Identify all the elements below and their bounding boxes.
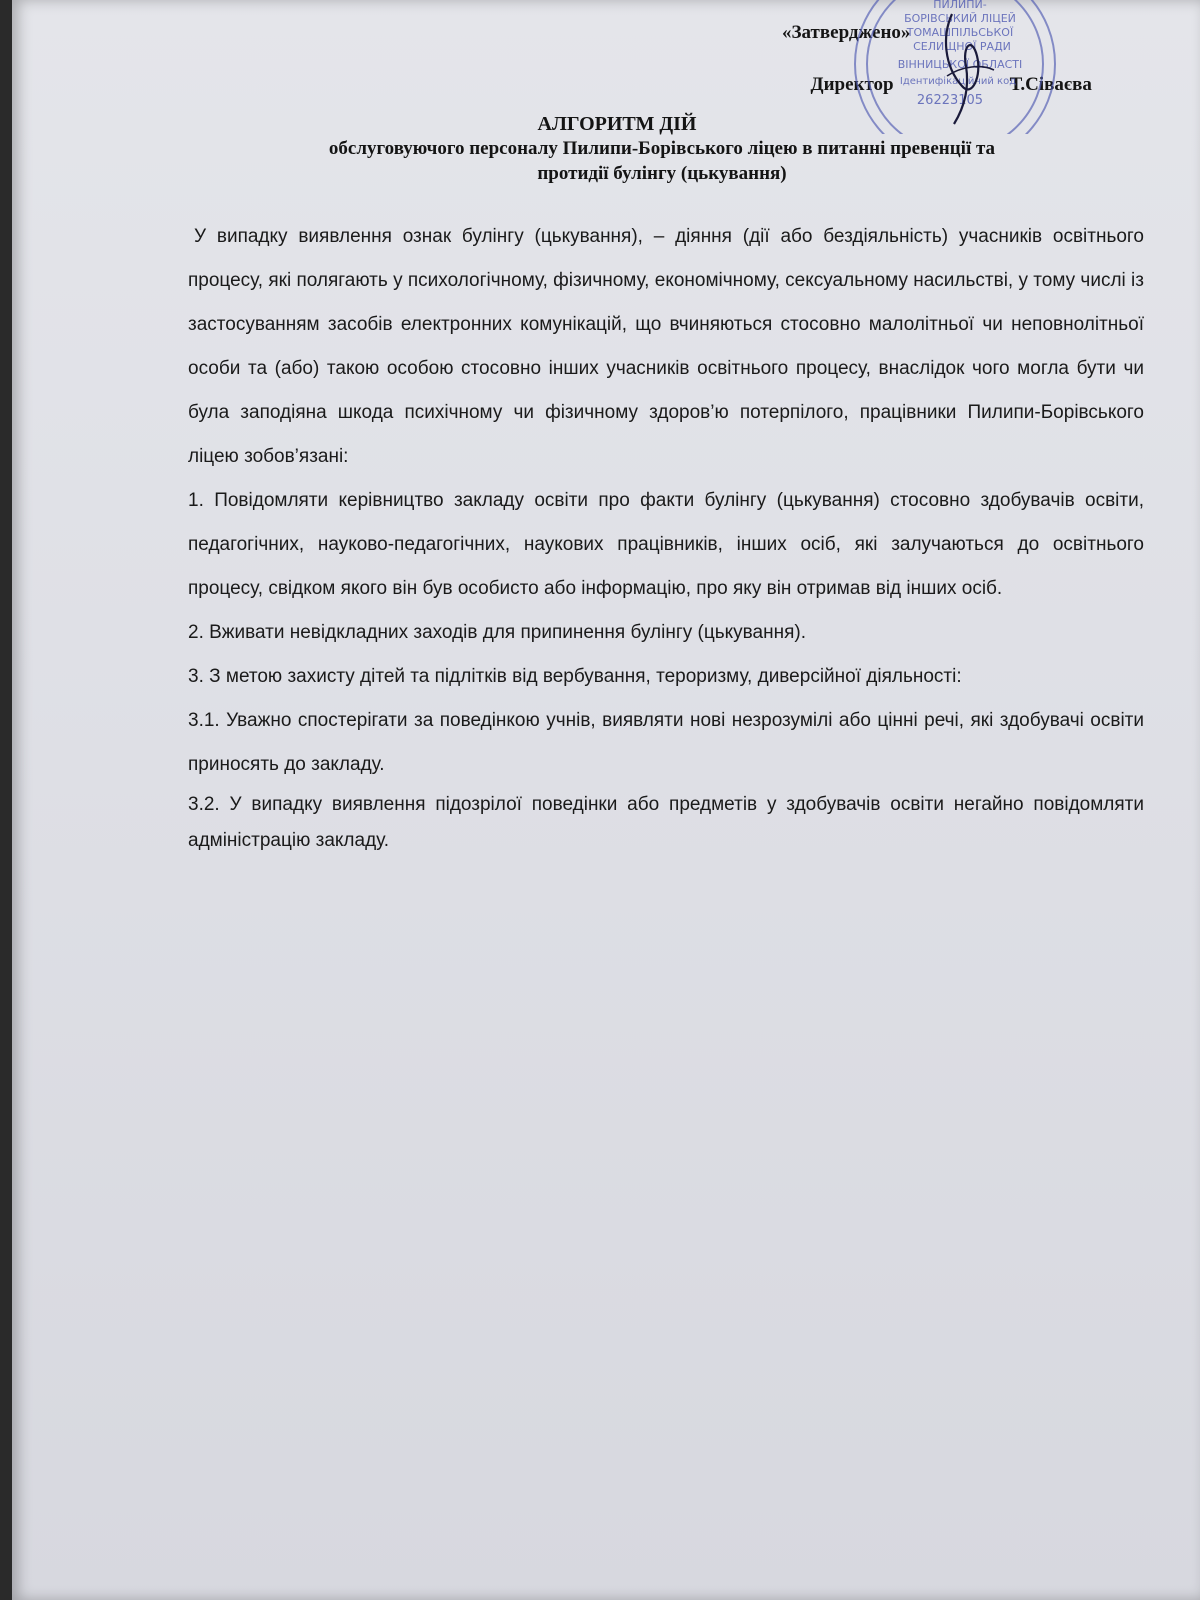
document-title: АЛГОРИТМ ДІЙ [537, 113, 697, 135]
item-3-1-number: 3.1. [188, 710, 220, 731]
director-label: Директор [810, 74, 894, 95]
approved-label: «Затверджено» [782, 22, 911, 43]
director-signature [932, 6, 1002, 126]
stamp-line-5: ВІННИЦЬКОЇ ОБЛАСТІ [897, 58, 1023, 71]
item-2: 2. Вживати невідкладних заходів для припинення булінгу (цькування). [188, 622, 806, 643]
stamp-line-4: СЕЛИЩНОЇ РАДИ [913, 40, 1011, 53]
item-3-2-number: 3.2. [188, 794, 220, 815]
document-body [188, 215, 1144, 859]
stamp-code: 26223105 [916, 93, 984, 108]
director-name: Т.Сіваєва [1009, 74, 1092, 95]
document-title-block [162, 112, 1162, 186]
item-3-2-text: У випадку виявлення підозрілої поведінки або предметів у здобувачів освіти негайно повідомляти адміністрацію закладу. [188, 794, 1144, 851]
item-3: 3. З метою захисту дітей та підлітків від вербування, тероризму, диверсійної діяльності: [188, 666, 962, 687]
item-3-1-text: Уважно спостерігати за поведінкою учнів, виявляти нові незрозумілі або цінні речі, які здобувачі освіти приносять до закладу. [188, 710, 1144, 775]
document-subtitle-line-1: обслуговуючого персоналу Пилипи-Борівського ліцею в питанні превенції та [328, 138, 996, 159]
item-3-2 [188, 787, 1144, 859]
stamp-line-6: Ідентифікаційний код [899, 76, 1017, 87]
stamp-line-2: БОРІВСЬКИЙ ЛІЦЕЙ [904, 12, 1016, 25]
intro-paragraph: У випадку виявлення ознак булінгу (цькування), – діяння (дії або бездіяльність) учасників освітнього процесу, які полягають у психологічному, фізичному, економічному, сексуальному насильстві, у тому числі із застосуванням засобів електронних комунікацій, що вчиняються стосовно малолітньої чи неповнолітньої особи та (або) такою особою стосовно інших учасників освітнього процесу, внаслідок чого могла бути чи була заподіяна шкода психічному чи фізичному здоров’ю потерпілого, працівники Пилипи-Борівського ліцею зобов’язані: [188, 226, 1144, 467]
item-3-1 [188, 699, 1144, 787]
stamp-line-3: ТОМАШПІЛЬСЬКОЇ [906, 26, 1014, 39]
document-subtitle-line-2: протидії булінгу (цькування) [537, 163, 787, 184]
document-page [12, 0, 1200, 1600]
stamp-line-1: ПИЛИПИ- [933, 0, 987, 11]
item-1: 1. Повідомляти керівництво закладу освіти про факти булінгу (цькування) стосовно здобувачів освіти, педагогічних, науково-педагогічних, наукових працівників, інших осіб, які залучаються до освітнього процесу, свідком якого він був особисто або інформацію, про яку він отримав від інших осіб. [188, 490, 1144, 599]
